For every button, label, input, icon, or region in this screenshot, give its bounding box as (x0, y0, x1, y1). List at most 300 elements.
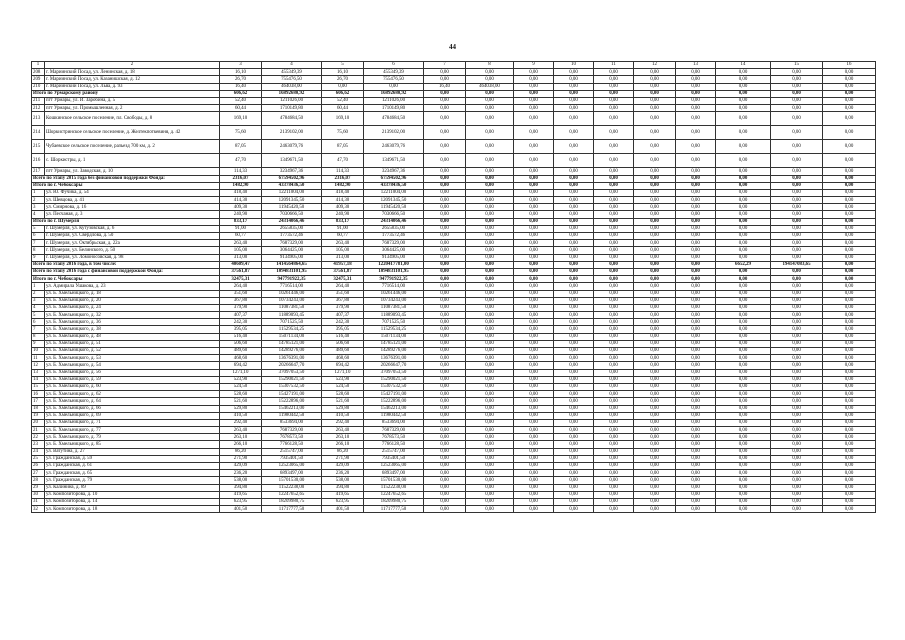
row-number: 19 (32, 412, 45, 419)
value-cell: 0,00 (514, 290, 554, 297)
address-cell: Шоркистринское сельское поселение, д. Желтекпоткевиня, д. 42 (45, 126, 220, 140)
value-cell: 0,00 (634, 90, 676, 97)
value-cell: 0,00 (676, 312, 716, 319)
value-cell: 0,00 (634, 355, 676, 362)
row-number: 15 (32, 383, 45, 390)
column-header: 8 (466, 62, 514, 69)
row-number: 18 (32, 405, 45, 412)
value-cell: 0,00 (676, 448, 716, 455)
value-cell: 0,00 (514, 498, 554, 505)
value-cell: 0,00 (823, 448, 876, 455)
value-cell: 0,00 (823, 233, 876, 240)
value-cell: 0,00 (716, 233, 771, 240)
value-cell: 0,00 (514, 197, 554, 204)
value-cell: 0,00 (823, 218, 876, 225)
value-cell: 0,00 (634, 506, 676, 513)
value-cell: 489,60 (322, 348, 364, 355)
value-cell: 0,00 (466, 398, 514, 405)
value-cell: 0,00 (634, 484, 676, 491)
value-cell: 0,00 (594, 276, 634, 283)
value-cell: 0,00 (771, 427, 823, 434)
value-cell: 7678573,50 (364, 434, 424, 441)
table-row (32, 211, 876, 218)
value-cell: 0,00 (676, 69, 716, 76)
value-cell: 0,00 (514, 477, 554, 484)
value-cell: 0,00 (554, 348, 594, 355)
value-cell: 12091345,50 (262, 197, 322, 204)
value-cell: 2316,07 (322, 175, 364, 182)
value-cell: 0,00 (466, 326, 514, 333)
value-cell: 0,00 (594, 419, 634, 426)
value-cell: 419,65 (220, 491, 262, 498)
value-cell: 0,00 (466, 470, 514, 477)
row-number: 14 (32, 376, 45, 383)
value-cell: 0,00 (823, 290, 876, 297)
value-cell: 266,10 (322, 441, 364, 448)
value-cell: 0,00 (634, 126, 676, 140)
value-cell: 0,00 (424, 355, 466, 362)
value-cell: 0,00 (514, 168, 554, 175)
value-cell: 0,00 (771, 197, 823, 204)
value-cell: 0,00 (514, 405, 554, 412)
value-cell: 292,40 (220, 419, 262, 426)
value-cell: 0,00 (594, 105, 634, 112)
address-cell: ул. Б. Хмельницкого, д. 79 (45, 434, 220, 441)
value-cell: 0,00 (554, 319, 594, 326)
value-cell: 0,00 (716, 225, 771, 232)
value-cell: 0,00 (823, 182, 876, 189)
value-cell: 0,00 (771, 297, 823, 304)
value-cell: 0,00 (554, 484, 594, 491)
table-row (32, 326, 876, 333)
subtotal-row (32, 261, 876, 268)
value-cell: 0,00 (424, 218, 466, 225)
value-cell: 523,90 (322, 376, 364, 383)
value-cell: 24314066,46 (364, 218, 424, 225)
value-cell: 0,00 (554, 383, 594, 390)
value-cell: 2463079,76 (262, 140, 322, 154)
table-row (32, 304, 876, 311)
value-cell: 0,00 (514, 319, 554, 326)
value-cell: 0,00 (594, 140, 634, 154)
address-cell: ул. Б. Хмельницкого, д. 18 (45, 290, 220, 297)
value-cell: 0,00 (771, 112, 823, 126)
value-cell: 3064425,00 (364, 247, 424, 254)
row-number: 26 (32, 463, 45, 470)
value-cell: 0,00 (514, 412, 554, 419)
value-cell: 0,00 (823, 175, 876, 182)
row-number: 28 (32, 477, 45, 484)
value-cell: 0,00 (676, 261, 716, 268)
value-cell: 0,00 (466, 427, 514, 434)
value-cell: 0,00 (676, 463, 716, 470)
value-cell: 0,00 (716, 491, 771, 498)
address-cell: Чубаевское сельское поселение, разъезд 700 км, д. 2 (45, 140, 220, 154)
subtotal-row (32, 90, 876, 97)
value-cell: 0,00 (514, 105, 554, 112)
value-cell: 0,00 (554, 268, 594, 275)
value-cell: 0,00 (676, 491, 716, 498)
value-cell: 0,00 (676, 182, 716, 189)
table-row (32, 126, 876, 140)
value-cell: 0,00 (823, 140, 876, 154)
value-cell: 0,00 (771, 455, 823, 462)
value-cell: 20266647,70 (262, 362, 322, 369)
value-cell: 0,00 (594, 90, 634, 97)
value-cell: 0,00 (514, 154, 554, 168)
table-row (32, 168, 876, 175)
value-cell: 0,00 (554, 276, 594, 283)
value-cell: 0,00 (466, 283, 514, 290)
value-cell: 0,00 (823, 441, 876, 448)
value-cell: 1271,10 (220, 369, 262, 376)
value-cell: 292,40 (322, 419, 364, 426)
value-cell: 0,00 (771, 383, 823, 390)
value-cell: 0,00 (594, 225, 634, 232)
value-cell: 0,00 (676, 218, 716, 225)
value-cell: 0,00 (716, 76, 771, 83)
value-cell: 67594502,96 (262, 175, 322, 182)
address-cell: ул. Композиторова, д. 14 (45, 498, 220, 505)
value-cell: 0,00 (594, 506, 634, 513)
value-cell: 0,00 (634, 419, 676, 426)
value-cell: 0,00 (716, 154, 771, 168)
value-cell: 37561,87 (220, 268, 262, 275)
value-cell: 0,00 (594, 448, 634, 455)
value-cell: 0,00 (594, 383, 634, 390)
address-cell: ул. Ватутина, д. 27 (45, 448, 220, 455)
value-cell: 0,00 (716, 369, 771, 376)
address-cell: ул. Гражданская, д. 61 (45, 463, 220, 470)
value-cell: 0,00 (676, 240, 716, 247)
address-cell: ул. Б. Хмельницкого, д. 69 (45, 412, 220, 419)
value-cell: 2655835,00 (364, 225, 424, 232)
value-cell: 0,00 (676, 297, 716, 304)
column-header: 2 (45, 62, 220, 69)
value-cell: 418,40 (322, 189, 364, 196)
value-cell: 0,00 (514, 484, 554, 491)
value-cell: 0,00 (634, 369, 676, 376)
value-cell: 1482,90 (220, 182, 262, 189)
value-cell: 0,00 (634, 268, 676, 275)
value-cell: 0,00 (594, 154, 634, 168)
value-cell: 947791922,35 (364, 276, 424, 283)
value-cell: 0,00 (634, 362, 676, 369)
value-cell: 15701530,00 (262, 477, 322, 484)
value-cell: 0,00 (771, 168, 823, 175)
value-cell: 0,00 (554, 491, 594, 498)
value-cell: 0,00 (514, 90, 554, 97)
value-cell: 623,95 (220, 498, 262, 505)
value-cell: 16,40 (220, 83, 262, 90)
value-cell: 0,00 (466, 405, 514, 412)
table-row (32, 112, 876, 126)
value-cell: 0,00 (823, 333, 876, 340)
value-cell: 418,40 (220, 189, 262, 196)
value-cell: 0,00 (676, 175, 716, 182)
value-cell: 0,00 (676, 90, 716, 97)
value-cell: 0,00 (554, 90, 594, 97)
value-cell: 0,00 (676, 369, 716, 376)
value-cell: 468,60 (322, 355, 364, 362)
value-cell: 0,00 (594, 434, 634, 441)
value-cell: 0,00 (634, 218, 676, 225)
value-cell: 0,00 (594, 412, 634, 419)
table-row (32, 484, 876, 491)
value-cell: 0,00 (823, 283, 876, 290)
value-cell: 0,00 (424, 247, 466, 254)
value-cell: 0,00 (554, 333, 594, 340)
value-cell: 0,00 (634, 211, 676, 218)
value-cell: 0,00 (634, 247, 676, 254)
value-cell: 60,77 (220, 233, 262, 240)
row-number: 1 (32, 283, 45, 290)
value-cell: 0,00 (514, 448, 554, 455)
value-cell: 0,00 (676, 83, 716, 90)
value-cell: 0,00 (466, 182, 514, 189)
value-cell: 1220417781,00 (364, 261, 424, 268)
value-cell: 0,00 (823, 211, 876, 218)
value-cell: 0,00 (424, 498, 466, 505)
value-cell: 7678573,50 (262, 434, 322, 441)
value-cell: 0,00 (823, 90, 876, 97)
value-cell: 0,00 (424, 90, 466, 97)
value-cell: 0,00 (676, 268, 716, 275)
value-cell: 0,00 (514, 362, 554, 369)
value-cell: 12211004,00 (262, 189, 322, 196)
value-cell: 0,00 (364, 83, 424, 90)
value-cell: 75,60 (220, 126, 262, 140)
value-cell: 0,00 (594, 348, 634, 355)
row-number: 6 (32, 233, 45, 240)
value-cell: 7935401,50 (364, 455, 424, 462)
address-cell: ул. Б. Хмельницкого, д. 56 (45, 369, 220, 376)
value-cell: 263,40 (220, 240, 262, 247)
address-cell: пгт Урмары, ул. Заводская, д. 10 (45, 168, 220, 175)
address-cell: ул. Композиторова, д. 18 (45, 506, 220, 513)
value-cell: 0,00 (716, 268, 771, 275)
value-cell: 0,00 (676, 97, 716, 104)
value-cell: 455349,39 (262, 69, 322, 76)
row-number: 10 (32, 348, 45, 355)
value-cell: 0,00 (634, 168, 676, 175)
address-cell: г. Шумерля, ул. Октябрьская, д. 22а (45, 240, 220, 247)
value-cell: 242,30 (220, 319, 262, 326)
value-cell: 0,00 (554, 290, 594, 297)
row-number: 9 (32, 340, 45, 347)
value-cell: 367,80 (220, 297, 262, 304)
value-cell: 410,50 (322, 412, 364, 419)
value-cell: 0,00 (514, 69, 554, 76)
value-cell: 37097053,50 (262, 369, 322, 376)
table-row (32, 419, 876, 426)
address-cell: ул. Б. Хмельницкого, д. 62 (45, 391, 220, 398)
row-number: 17 (32, 398, 45, 405)
table-row (32, 312, 876, 319)
value-cell: 0,00 (716, 175, 771, 182)
value-cell: 0,00 (771, 254, 823, 261)
value-cell: 0,00 (716, 362, 771, 369)
column-header: 11 (594, 62, 634, 69)
value-cell: 506,60 (220, 340, 262, 347)
value-cell: 0,00 (771, 304, 823, 311)
value-cell: 0,00 (424, 340, 466, 347)
value-cell: 0,00 (554, 463, 594, 470)
row-number: 6 (32, 319, 45, 326)
subtotal-label: Всего по этапу 2015 года без финансовой поддержки Фонда: (32, 175, 220, 182)
address-cell: ул. Б. Хмельницкого, д. 32 (45, 312, 220, 319)
value-cell: 0,00 (594, 240, 634, 247)
value-cell: 0,00 (554, 218, 594, 225)
value-cell: 0,00 (823, 297, 876, 304)
value-cell: 0,00 (466, 498, 514, 505)
value-cell: 0,00 (466, 197, 514, 204)
row-number: 217 (32, 168, 45, 175)
address-cell: ул. Б. Хмельницкого, д. 48 (45, 333, 220, 340)
value-cell: 0,00 (554, 126, 594, 140)
row-number: 4 (32, 304, 45, 311)
address-cell: г. Шумерля, ул. Ломоносовская, д. 98 (45, 254, 220, 261)
value-cell: 0,00 (716, 97, 771, 104)
value-cell: 263,10 (322, 434, 364, 441)
value-cell: 2463079,76 (364, 140, 424, 154)
value-cell: 0,00 (514, 304, 554, 311)
value-cell: 0,00 (594, 76, 634, 83)
value-cell: 0,00 (466, 268, 514, 275)
value-cell: 2316,07 (220, 175, 262, 182)
value-cell: 14289276,00 (262, 348, 322, 355)
table-row (32, 105, 876, 112)
value-cell: 0,00 (554, 304, 594, 311)
value-cell: 9134905,00 (364, 254, 424, 261)
table-row (32, 448, 876, 455)
row-number: 2 (32, 197, 45, 204)
value-cell: 0,00 (594, 204, 634, 211)
value-cell: 0,00 (771, 105, 823, 112)
value-cell: 0,00 (594, 254, 634, 261)
value-cell: 0,00 (514, 97, 554, 104)
table-row (32, 76, 876, 83)
value-cell: 0,00 (771, 140, 823, 154)
value-cell: 11945420,50 (364, 204, 424, 211)
value-cell: 0,00 (554, 419, 594, 426)
address-cell: ул. Б. Хмельницкого, д. 52 (45, 348, 220, 355)
value-cell: 0,00 (594, 391, 634, 398)
table-row (32, 427, 876, 434)
address-cell: Кошкинское сельское поселение, пл. Свободы, д. 8 (45, 112, 220, 126)
value-cell: 0,00 (823, 254, 876, 261)
value-cell: 11087381,50 (364, 304, 424, 311)
subtotal-label: Итого по Урмарскому району (32, 90, 220, 97)
value-cell: 0,00 (771, 218, 823, 225)
value-cell: 0,00 (466, 419, 514, 426)
value-cell: 15307532,50 (262, 383, 322, 390)
value-cell: 0,00 (676, 168, 716, 175)
value-cell: 0,00 (634, 105, 676, 112)
value-cell: 20266647,70 (364, 362, 424, 369)
row-number: 16 (32, 391, 45, 398)
value-cell: 0,00 (466, 312, 514, 319)
value-cell: 0,00 (823, 154, 876, 168)
value-cell: 0,00 (424, 197, 466, 204)
value-cell: 7030666,50 (262, 211, 322, 218)
value-cell: 0,00 (424, 333, 466, 340)
address-cell: ул. Б. Хмельницкого, д. 59 (45, 376, 220, 383)
value-cell: 0,00 (594, 218, 634, 225)
row-number: 30 (32, 491, 45, 498)
value-cell: 0,00 (466, 484, 514, 491)
value-cell: 0,00 (771, 506, 823, 513)
value-cell: 0,00 (771, 319, 823, 326)
value-cell: 6893497,00 (262, 470, 322, 477)
value-cell: 0,00 (716, 182, 771, 189)
value-cell: 0,00 (676, 197, 716, 204)
value-cell: 1211026,00 (262, 97, 322, 104)
value-cell: 0,00 (716, 383, 771, 390)
value-cell: 263,40 (220, 427, 262, 434)
value-cell: 313,00 (220, 254, 262, 261)
value-cell: 0,00 (554, 233, 594, 240)
value-cell: 0,00 (823, 463, 876, 470)
value-cell: 0,00 (771, 463, 823, 470)
value-cell: 0,00 (716, 419, 771, 426)
value-cell: 0,00 (823, 261, 876, 268)
value-cell: 0,00 (594, 362, 634, 369)
row-number: 212 (32, 105, 45, 112)
value-cell: 0,00 (424, 470, 466, 477)
subtotal-label: Итого по г. Чебоксары (32, 182, 220, 189)
value-cell: 0,00 (771, 369, 823, 376)
value-cell: 0,00 (554, 168, 594, 175)
value-cell: 0,00 (424, 126, 466, 140)
value-cell: 0,00 (634, 491, 676, 498)
value-cell: 0,00 (716, 254, 771, 261)
value-cell: 0,00 (554, 477, 594, 484)
value-cell: 0,00 (554, 427, 594, 434)
table-row (32, 455, 876, 462)
value-cell: 0,00 (771, 268, 823, 275)
value-cell: 15307532,50 (364, 383, 424, 390)
value-cell: 0,00 (771, 233, 823, 240)
subtotal-row (32, 276, 876, 283)
value-cell: 0,00 (823, 168, 876, 175)
value-cell: 0,00 (554, 175, 594, 182)
value-cell: 0,00 (716, 276, 771, 283)
value-cell: 0,00 (424, 283, 466, 290)
value-cell: 0,00 (424, 297, 466, 304)
value-cell: 0,00 (634, 391, 676, 398)
value-cell: 947791922,35 (262, 276, 322, 283)
value-cell: 0,00 (634, 283, 676, 290)
value-cell: 429,09 (220, 463, 262, 470)
value-cell: 0,00 (634, 225, 676, 232)
value-cell: 0,00 (823, 225, 876, 232)
address-cell: ул. Гражданская, д. 59 (45, 455, 220, 462)
value-cell: 0,00 (771, 189, 823, 196)
value-cell: 0,00 (823, 398, 876, 405)
value-cell: 0,00 (676, 126, 716, 140)
value-cell: 0,00 (424, 304, 466, 311)
address-cell: ул. Б. Хмельницкого, д. 64 (45, 398, 220, 405)
value-cell: 0,00 (771, 498, 823, 505)
value-cell: 521,60 (220, 398, 262, 405)
value-cell: 0,00 (771, 182, 823, 189)
value-cell: 0,00 (634, 276, 676, 283)
value-cell: 0,00 (514, 225, 554, 232)
value-cell: 0,00 (466, 105, 514, 112)
value-cell: 0,00 (771, 204, 823, 211)
value-cell: 0,00 (634, 69, 676, 76)
